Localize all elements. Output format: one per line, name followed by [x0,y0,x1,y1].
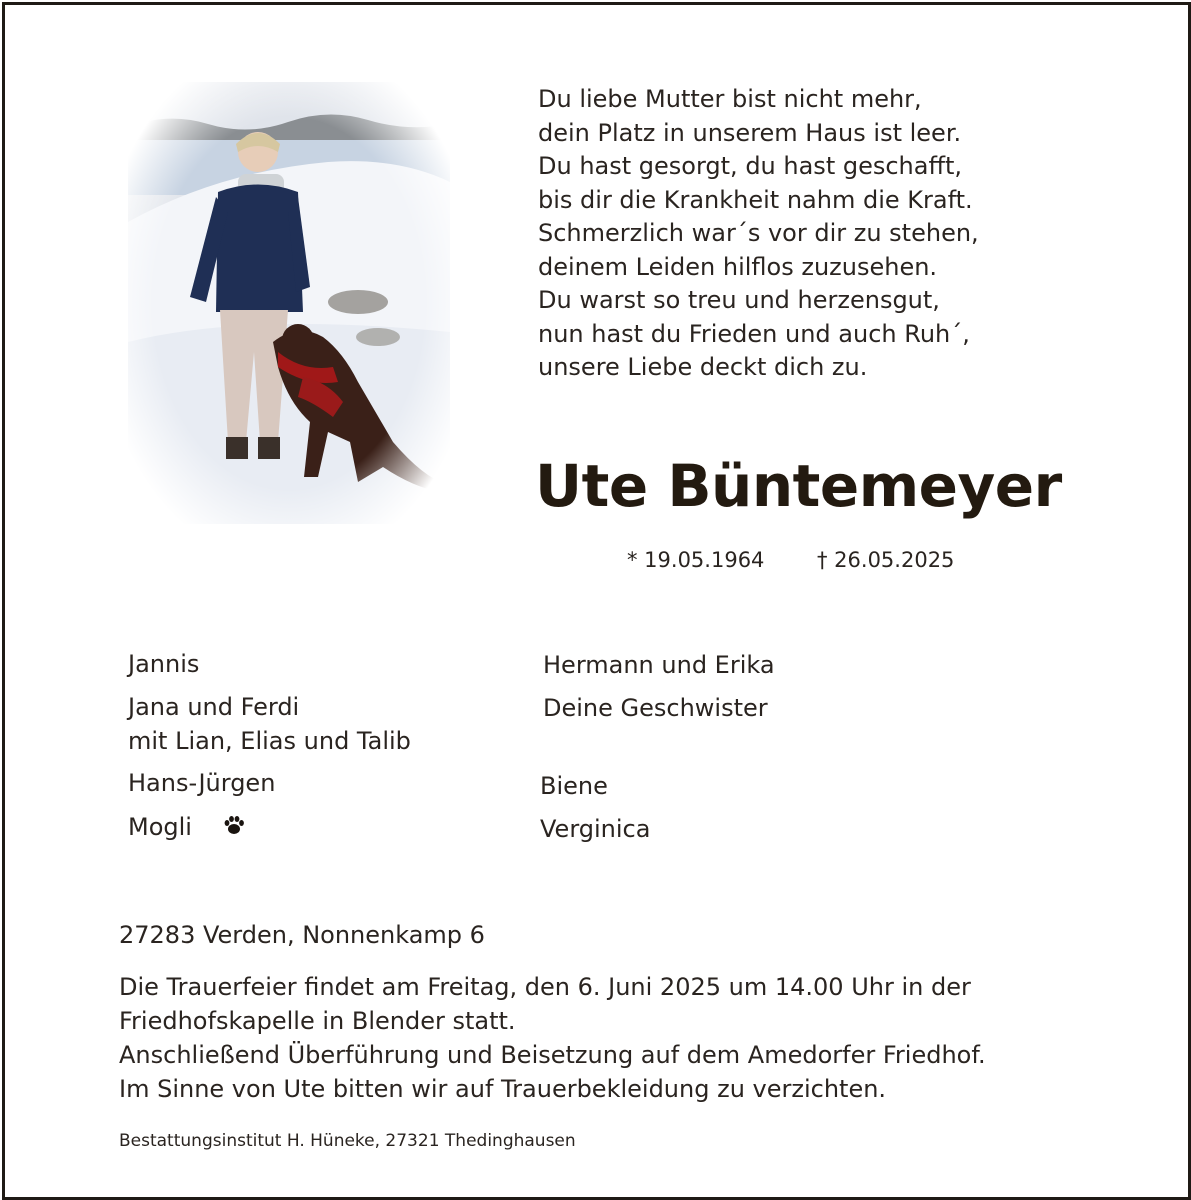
paw-icon [222,813,246,841]
poem-line: deinem Leiden hilflos zuzusehen. [538,252,938,281]
info-line: Die Trauerfeier findet am Freitag, den 6. Juni 2025 um 14.00 Uhr in der [119,973,971,1001]
funeral-home: Bestattungsinstitut H. Hüneke, 27321 Thedinghausen [119,1131,576,1151]
poem-line: unsere Liebe deckt dich zu. [538,353,868,381]
funeral-info [119,970,986,1106]
family-member: Hans-Jürgen [128,769,276,797]
deceased-name: Ute Büntemeyer [535,452,1062,520]
address: 27283 Verden, Nonnenkamp 6 [119,921,485,949]
poem-line: nun hast du Frieden und auch Ruh´, [538,319,970,348]
family-member: Jannis [128,650,200,678]
family-member: Jana und Ferdi [128,693,300,721]
poem-line: Du warst so treu und herzensgut, [538,286,940,314]
info-line: Friedhofskapelle in Blender statt. [119,1007,516,1035]
family-member: Biene [540,772,608,800]
poem-line: Du liebe Mutter bist nicht mehr, [538,85,922,113]
poem-line: bis dir die Krankheit nahm die Kraft. [538,185,973,214]
death-date: † 26.05.2025 [817,548,955,572]
family-member: Hermann und Erika [543,651,775,679]
family-member-subline: mit Lian, Elias und Talib [128,727,411,755]
family-member: Deine Geschwister [543,694,768,722]
family-member: Mogli [128,813,192,841]
info-line: Anschließend Überführung und Beisetzung auf dem Amedorfer Friedhof. [119,1041,986,1069]
birth-date: * 19.05.1964 [627,548,765,572]
portrait-photo [128,82,450,524]
poem-line: Schmerzlich war´s vor dir zu stehen, [538,219,979,247]
poem [538,83,979,385]
poem-line: Du hast gesorgt, du hast geschafft, [538,152,963,180]
family-member: Verginica [540,815,651,843]
poem-line: dein Platz in unserem Haus ist leer. [538,118,962,147]
info-line: Im Sinne von Ute bitten wir auf Trauerbekleidung zu verzichten. [119,1075,887,1103]
